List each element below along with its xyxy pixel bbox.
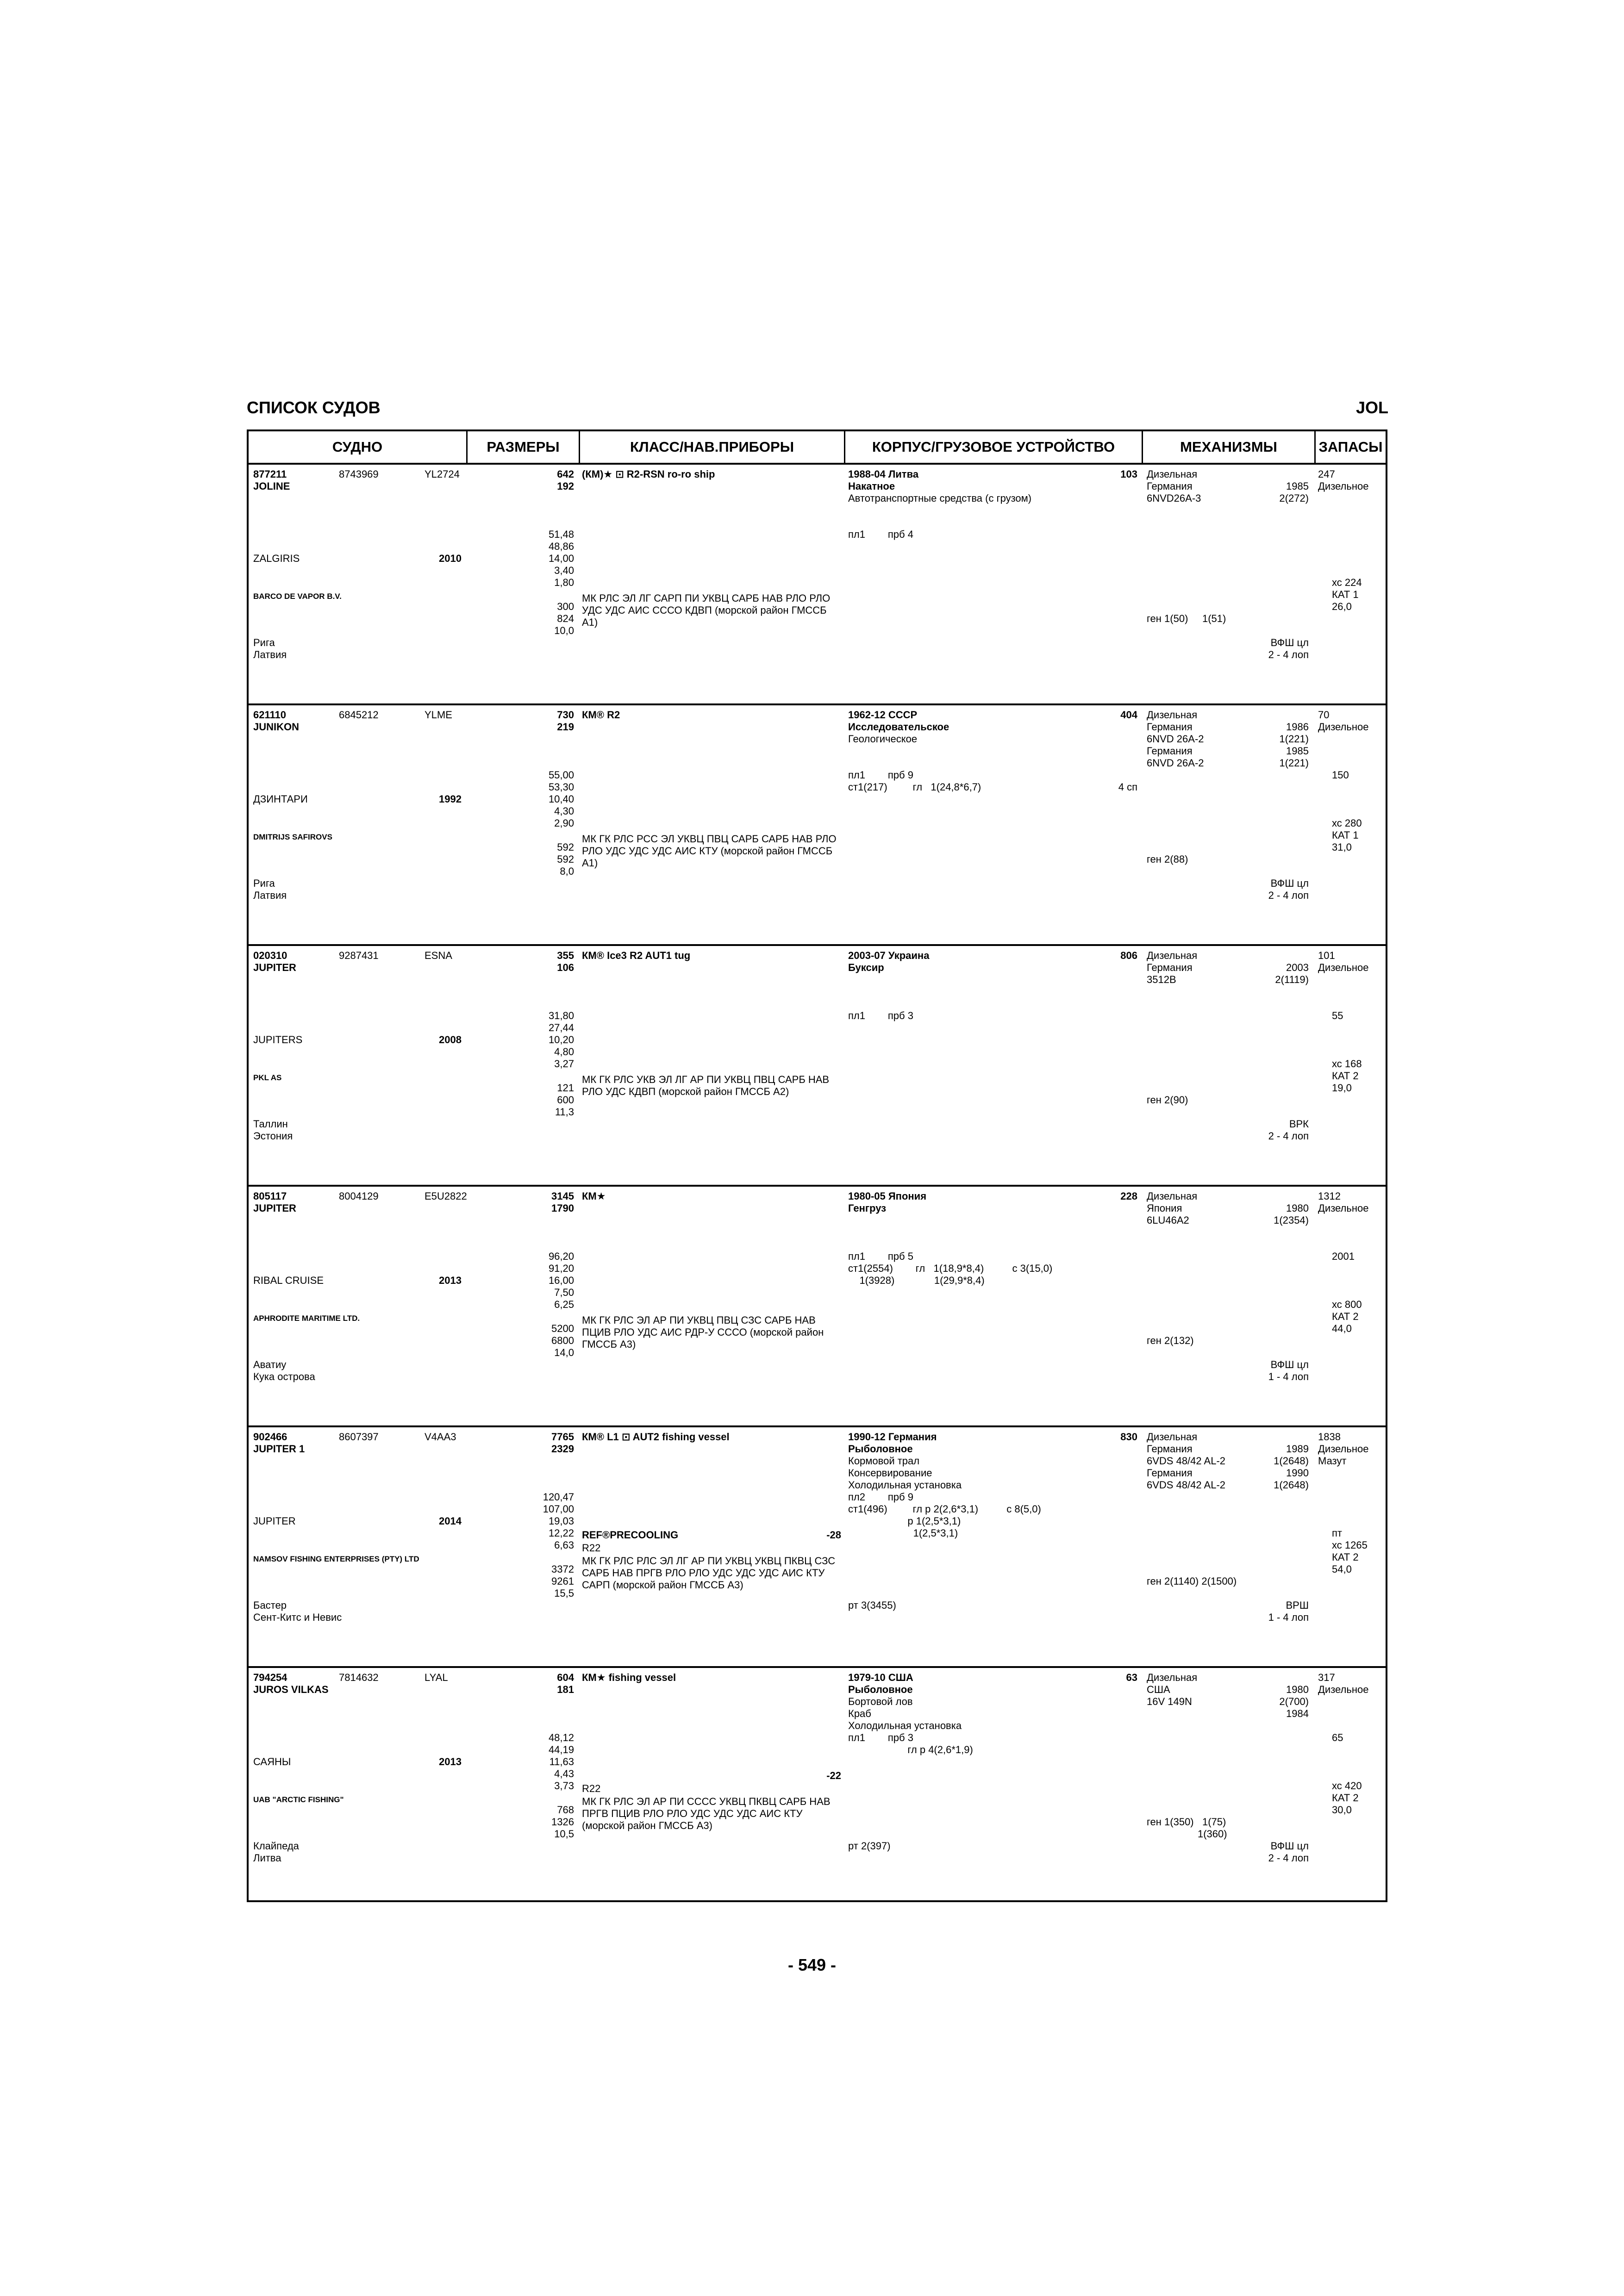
dimension-value: 9261 (551, 1575, 574, 1587)
propeller-type: ВФШ цл (1270, 637, 1309, 648)
hold-info: пл1 прб 3 (848, 1732, 913, 1743)
refrigeration-temp: -22 (826, 1770, 841, 1781)
class-notation: КМ® Ice3 R2 AUT1 tug (582, 950, 691, 961)
hold-info: 1(2,5*3,1) (848, 1527, 958, 1539)
fuel-supply: Дизельное (1318, 1443, 1369, 1455)
supply-extra: 2001 (1332, 1251, 1355, 1262)
engine-detail: 1(2354) (1274, 1214, 1309, 1226)
build-year-country: 1979-10 США (848, 1672, 913, 1683)
engine-detail: 1985 (1286, 480, 1309, 492)
imo-number: 9287431 (339, 950, 379, 961)
navigation-range: R22 (582, 1783, 601, 1794)
engine-detail: 1984 (1286, 1708, 1309, 1719)
col-header-dimensions: РАЗМЕРЫ (487, 439, 560, 455)
hold-info: пл1 прб 9 (848, 769, 913, 781)
imo-number: 7814632 (339, 1672, 379, 1683)
generator-info: 1(360) (1198, 1828, 1227, 1840)
vessel-name: JOLINE (253, 480, 290, 492)
table-header (249, 431, 1386, 465)
imo-number: 8004129 (339, 1190, 379, 1202)
vessel-name: JUNIKON (253, 721, 300, 733)
dimension-value: 2329 (551, 1443, 574, 1455)
engine-detail: 1989 (1286, 1443, 1309, 1455)
dimension-value: 14,00 (548, 553, 574, 564)
hold-info: пл2 прб 9 (848, 1491, 913, 1503)
rename-year: 2014 (439, 1515, 462, 1527)
col-header-class: КЛАСС/НАВ.ПРИБОРЫ (630, 439, 794, 455)
table-row (249, 705, 1386, 946)
engine-info: 6VDS 48/42 AL-2 (1147, 1455, 1226, 1467)
hold-info: пл1 прб 3 (848, 1010, 913, 1021)
engine-detail: 1(221) (1279, 757, 1309, 769)
engine-detail: 1(221) (1279, 733, 1309, 745)
fuel-supply: Мазут (1318, 1455, 1347, 1467)
rename-year: 2013 (439, 1756, 462, 1767)
owner: PKL AS (253, 1073, 282, 1082)
home-port: Рига (253, 877, 275, 889)
supply-range: хс 1265 (1332, 1539, 1368, 1551)
supply-range: КАТ 2 (1332, 1551, 1359, 1563)
imo-number: 6845212 (339, 709, 379, 721)
vessel-name: JUPITER (253, 962, 296, 973)
supply-range: 19,0 (1332, 1082, 1352, 1094)
engine-info: Дизельная (1147, 1431, 1198, 1443)
yard-number: 103 (1120, 468, 1137, 480)
supply-range: хс 800 (1332, 1299, 1362, 1310)
dimension-value: 4,80 (554, 1046, 574, 1058)
dimension-value: 1,80 (554, 577, 574, 588)
nav-instruments: МК ГК РЛС ЭЛ АР ПИ СССС УКВЦ ПКВЦ САРБ НАВ ПРГВ ПЦИВ РЛО РЛО УДС УДС УДС АИС КТУ (морской район ГМССБ А3) (582, 1796, 831, 1831)
build-year-country: 2003-07 Украина (848, 950, 930, 961)
vessel-type: Генгруз (848, 1202, 887, 1214)
dimension-value: 12,22 (548, 1527, 574, 1539)
fuel-supply: 101 (1318, 950, 1335, 961)
hold-info: ст1(496) гл р 2(2,6*3,1) с 8(5,0) (848, 1503, 1041, 1515)
nav-instruments: МК ГК РЛС ЭЛ АР ПИ УКВЦ ПВЦ СЗС САРБ НАВ ПЦИВ РЛО УДС АИС РДР-У СССО (морской район ГМССБ А3) (582, 1314, 824, 1350)
fuel-supply: Дизельное (1318, 1684, 1369, 1695)
engine-info: 6NVD26A-3 (1147, 492, 1201, 504)
build-year-country: 1988-04 Литва (848, 468, 919, 480)
vessel-subtype: Автотранспортные средства (с грузом) (848, 492, 1032, 504)
engine-detail: 2(1119) (1275, 974, 1309, 985)
engine-detail: 2(700) (1279, 1696, 1309, 1707)
vessel-subtype: Холодильная установка (848, 1479, 962, 1491)
dimension-value: 16,00 (548, 1275, 574, 1286)
propeller-blades: 2 - 4 лоп (1268, 1130, 1309, 1142)
engine-detail: 1980 (1286, 1202, 1309, 1214)
refrigeration-temp: -28 (826, 1529, 841, 1541)
engine-info: 6LU46A2 (1147, 1214, 1189, 1226)
col-header-hull: КОРПУС/ГРУЗОВОЕ УСТРОЙСТВО (872, 439, 1115, 455)
fuel-supply: Дизельное (1318, 480, 1369, 492)
dimension-value: 14,0 (554, 1347, 574, 1358)
propeller-blades: 2 - 4 лоп (1268, 890, 1309, 901)
engine-info: США (1147, 1684, 1170, 1695)
supply-range: КАТ 1 (1332, 829, 1359, 841)
dimension-value: 642 (557, 468, 574, 480)
hold-info: пл1 прб 4 (848, 529, 913, 540)
propeller-blades: 2 - 4 лоп (1268, 1852, 1309, 1864)
engine-info: Дизельная (1147, 468, 1198, 480)
dimension-value: 4,30 (554, 805, 574, 817)
call-sign: V4AA3 (425, 1431, 456, 1443)
table-row (249, 946, 1386, 1187)
table-row (249, 1668, 1386, 1909)
dimension-value: 592 (557, 853, 574, 865)
dimension-value: 11,63 (549, 1756, 574, 1767)
vessel-subtype: Кормовой трал (848, 1455, 920, 1467)
class-notation: (КМ)★ ⊡ R2-RSN ro-ro ship (582, 468, 715, 480)
generator-info: ген 1(350) 1(75) (1147, 1816, 1226, 1828)
navigation-range: R22 (582, 1542, 601, 1554)
dimension-value: 4,43 (554, 1768, 574, 1780)
reg-number: 805117 (253, 1190, 287, 1202)
page-number: - 549 - (787, 1955, 837, 1974)
engine-detail: 2(272) (1279, 492, 1309, 504)
call-sign: E5U2822 (425, 1190, 467, 1202)
vessel-subtype: Холодильная установка (848, 1720, 962, 1731)
propeller-type: ВФШ цл (1270, 1359, 1309, 1370)
owner: DMITRIJS SAFIROVS (253, 833, 332, 841)
class-notation: КМ★ fishing vessel (582, 1672, 676, 1683)
hold-info: ст1(2554) гл 1(18,9*8,4) с 3(15,0) (848, 1263, 1053, 1274)
dimension-value: 1326 (551, 1816, 574, 1828)
yard-number: 404 (1120, 709, 1137, 721)
generator-info: ген 1(50) 1(51) (1147, 613, 1226, 624)
yard-number: 63 (1126, 1672, 1137, 1683)
dimension-value: 48,12 (548, 1732, 574, 1743)
flag-country: Литва (253, 1852, 281, 1864)
table-row (249, 1187, 1386, 1427)
generator-info: ген 2(88) (1147, 853, 1188, 865)
dimension-value: 53,30 (548, 781, 574, 793)
vessel-type: Накатное (848, 480, 895, 492)
dimension-value: 91,20 (548, 1263, 574, 1274)
dimension-value: 11,3 (555, 1106, 574, 1118)
fuel-supply: 247 (1318, 468, 1335, 480)
dimension-value: 3372 (551, 1563, 574, 1575)
col-header-machinery: МЕХАНИЗМЫ (1180, 439, 1277, 455)
home-port: Бастер (253, 1599, 287, 1611)
propeller-type: ВРШ (1286, 1599, 1309, 1611)
nav-instruments: МК ГК РЛС РЛС ЭЛ ЛГ АР ПИ УКВЦ УКВЦ ПКВЦ СЗС САРБ НАВ ПРГВ РЛО РЛО УДС УДС УДС АИС КТУ САРП (морской район ГМССБ А3) (582, 1555, 836, 1591)
supply-range: хс 168 (1332, 1058, 1362, 1070)
dimension-value: 2,90 (554, 817, 574, 829)
dimension-value: 19,03 (548, 1515, 574, 1527)
fuel-supply: Дизельное (1318, 721, 1369, 733)
engine-info: Дизельная (1147, 1672, 1198, 1683)
home-port: Клайпеда (253, 1840, 299, 1852)
engine-detail: 1985 (1286, 745, 1309, 757)
reg-number: 621110 (253, 709, 286, 721)
vessel-type: Исследовательское (848, 721, 949, 733)
dimension-value: 51,48 (548, 529, 574, 540)
owner: NAMSOV FISHING ENTERPRISES (PTY) LTD (253, 1555, 419, 1563)
hold-info: 1(3928) 1(29,9*8,4) (848, 1275, 985, 1286)
vessel-name: JUROS VILKAS (253, 1684, 329, 1695)
previous-name: САЯНЫ (253, 1756, 291, 1767)
fuel-supply: Дизельное (1318, 1202, 1369, 1214)
class-notation: КМ★ (582, 1190, 606, 1202)
imo-number: 8743969 (339, 468, 379, 480)
reg-number: 020310 (253, 950, 287, 961)
dimension-value: 824 (557, 613, 574, 624)
rename-year: 2010 (439, 553, 462, 564)
page-title: СПИСОК СУДОВ (247, 398, 381, 417)
supply-extra: 65 (1332, 1732, 1343, 1743)
dimension-value: 3,73 (554, 1780, 574, 1792)
reg-number: 877211 (253, 468, 287, 480)
dimension-value: 10,5 (554, 1828, 574, 1840)
vessel-name: JUPITER (253, 1202, 296, 1214)
build-year-country: 1980-05 Япония (848, 1190, 927, 1202)
crane-info: 4 сп (1118, 781, 1137, 793)
owner: APHRODITE MARITIME LTD. (253, 1314, 360, 1323)
engine-detail: 1990 (1286, 1467, 1309, 1479)
propeller-type: ВФШ цл (1270, 877, 1309, 889)
fuel-supply: 1838 (1318, 1431, 1341, 1443)
aux-equipment: рт 3(3455) (848, 1599, 896, 1611)
call-sign: YL2724 (425, 468, 460, 480)
previous-name: JUPITERS (253, 1034, 303, 1045)
dimension-value: 3145 (551, 1190, 574, 1202)
supply-extra: пт (1332, 1527, 1342, 1539)
engine-info: Дизельная (1147, 1190, 1198, 1202)
flag-country: Эстония (253, 1130, 293, 1142)
supply-range: 31,0 (1332, 841, 1352, 853)
flag-country: Латвия (253, 649, 287, 660)
supply-range: КАТ 1 (1332, 589, 1359, 600)
build-year-country: 1990-12 Германия (848, 1431, 937, 1443)
vessel-type: Буксир (848, 962, 884, 973)
hold-info: р 1(2,5*3,1) (848, 1515, 961, 1527)
generator-info: ген 2(90) (1147, 1094, 1188, 1106)
dimension-value: 7765 (551, 1431, 574, 1443)
owner: UAB "ARCTIC FISHING" (253, 1795, 344, 1804)
propeller-blades: 1 - 4 лоп (1268, 1612, 1309, 1623)
hold-info: гл р 4(2,6*1,9) (848, 1744, 973, 1755)
dimension-value: 96,20 (548, 1251, 574, 1262)
supply-range: КАТ 2 (1332, 1792, 1359, 1804)
dimension-value: 120,47 (543, 1491, 574, 1503)
call-sign: YLME (425, 709, 452, 721)
aux-equipment: рт 2(397) (848, 1840, 891, 1852)
dimension-value: 31,80 (548, 1010, 574, 1021)
engine-info: Германия (1147, 1443, 1193, 1455)
vessel-name: JUPITER 1 (253, 1443, 305, 1455)
propeller-blades: 1 - 4 лоп (1268, 1371, 1309, 1382)
flag-country: Кука острова (253, 1371, 315, 1382)
vessel-subtype: Геологическое (848, 733, 918, 745)
yard-number: 806 (1120, 950, 1137, 961)
supply-range: хс 280 (1332, 817, 1362, 829)
dimension-value: 10,20 (548, 1034, 574, 1045)
engine-detail: 1986 (1286, 721, 1309, 733)
supply-range: хс 224 (1332, 577, 1362, 588)
dimension-value: 181 (557, 1684, 574, 1695)
flag-country: Латвия (253, 890, 287, 901)
generator-info: ген 2(1140) 2(1500) (1147, 1575, 1237, 1587)
engine-info: Дизельная (1147, 709, 1198, 721)
dimension-value: 106 (557, 962, 574, 973)
supply-range: хс 420 (1332, 1780, 1362, 1792)
engine-info: Германия (1147, 480, 1193, 492)
supply-range: 54,0 (1332, 1563, 1352, 1575)
fuel-supply: 70 (1318, 709, 1330, 721)
rename-year: 2008 (439, 1034, 462, 1045)
previous-name: RIBAL CRUISE (253, 1275, 324, 1286)
yard-number: 830 (1120, 1431, 1137, 1443)
hold-info: ст1(217) гл 1(24,8*6,7) (848, 781, 981, 793)
supply-extra: 150 (1332, 769, 1349, 781)
col-header-supplies: ЗАПАСЫ (1318, 439, 1383, 455)
dimension-value: 300 (557, 601, 574, 612)
table-row (249, 1427, 1386, 1668)
dimension-value: 768 (557, 1804, 574, 1816)
supply-range: КАТ 2 (1332, 1311, 1359, 1322)
previous-name: ДЗИНТАРИ (253, 793, 308, 805)
col-header-vessel: СУДНО (332, 439, 383, 455)
fuel-supply: Дизельное (1318, 962, 1369, 973)
call-sign: LYAL (425, 1672, 448, 1683)
vessel-subtype: Краб (848, 1708, 871, 1719)
nav-instruments: МК ГК РЛС РСС ЭЛ УКВЦ ПВЦ САРБ САРБ НАВ РЛО РЛО УДС УДС УДС АИС КТУ (морской район ГМССБ А1) (582, 833, 837, 869)
propeller-type: ВРК (1289, 1118, 1309, 1130)
dimension-value: 15,5 (554, 1587, 574, 1599)
nav-instruments: МК ГК РЛС УКВ ЭЛ ЛГ АР ПИ УКВЦ ПВЦ САРБ НАВ РЛО УДС КДВП (морской район ГМССБ А2) (582, 1074, 830, 1097)
refrigeration-class: REF®PRECOOLING (582, 1529, 679, 1541)
home-port: Рига (253, 637, 275, 648)
dimension-value: 355 (557, 950, 574, 961)
engine-info: Япония (1147, 1202, 1182, 1214)
engine-info: Германия (1147, 745, 1193, 757)
engine-detail: 1(2648) (1274, 1455, 1309, 1467)
engine-info: Дизельная (1147, 950, 1198, 961)
call-sign: ESNA (425, 950, 452, 961)
ship-table (247, 429, 1387, 1902)
fuel-supply: 317 (1318, 1672, 1335, 1683)
dimension-value: 604 (557, 1672, 574, 1683)
dimension-value: 192 (557, 480, 574, 492)
propeller-type: ВФШ цл (1270, 1840, 1309, 1852)
engine-info: 6VDS 48/42 AL-2 (1147, 1479, 1226, 1491)
rename-year: 2013 (439, 1275, 462, 1286)
page-code: JOL (1355, 398, 1388, 417)
vessel-subtype: Бортовой лов (848, 1696, 913, 1707)
fuel-supply: 1312 (1318, 1190, 1341, 1202)
engine-info: 3512B (1147, 974, 1176, 985)
previous-name: JUPITER (253, 1515, 296, 1527)
supply-range: 26,0 (1332, 601, 1352, 612)
supply-range: КАТ 2 (1332, 1070, 1359, 1082)
imo-number: 8607397 (339, 1431, 379, 1443)
dimension-value: 5200 (551, 1323, 574, 1334)
dimension-value: 10,0 (554, 625, 574, 636)
vessel-subtype: Консервирование (848, 1467, 932, 1479)
vessel-type: Рыболовное (848, 1443, 913, 1455)
dimension-value: 27,44 (548, 1022, 574, 1033)
engine-info: 6NVD 26A-2 (1147, 757, 1204, 769)
vessel-type: Рыболовное (848, 1684, 913, 1695)
dimension-value: 48,86 (548, 541, 574, 552)
dimension-value: 107,00 (543, 1503, 574, 1515)
reg-number: 902466 (253, 1431, 287, 1443)
dimension-value: 7,50 (554, 1287, 574, 1298)
engine-info: Германия (1147, 1467, 1193, 1479)
dimension-value: 592 (557, 841, 574, 853)
rename-year: 1992 (439, 793, 462, 805)
hold-info: пл1 прб 5 (848, 1251, 913, 1262)
class-notation: КМ® R2 (582, 709, 620, 721)
dimension-value: 600 (557, 1094, 574, 1106)
nav-instruments: МК РЛС ЭЛ ЛГ САРП ПИ УКВЦ САРБ НАВ РЛО РЛО УДС УДС АИС СССО КДВП (морской район ГМССБ А1) (582, 592, 831, 628)
engine-info: 6NVD 26A-2 (1147, 733, 1204, 745)
dimension-value: 3,40 (554, 565, 574, 576)
propeller-blades: 2 - 4 лоп (1268, 649, 1309, 660)
flag-country: Сент-Китс и Невис (253, 1612, 342, 1623)
engine-info: Германия (1147, 721, 1193, 733)
dimension-value: 44,19 (548, 1744, 574, 1755)
table-row (249, 465, 1386, 705)
dimension-value: 730 (557, 709, 574, 721)
supply-range: 30,0 (1332, 1804, 1352, 1816)
engine-info: 16V 149N (1147, 1696, 1192, 1707)
home-port: Аватиу (253, 1359, 287, 1370)
dimension-value: 8,0 (560, 865, 574, 877)
generator-info: ген 2(132) (1147, 1335, 1194, 1346)
supply-range: 44,0 (1332, 1323, 1352, 1334)
dimension-value: 121 (557, 1082, 574, 1094)
yard-number: 228 (1120, 1190, 1137, 1202)
dimension-value: 6,63 (554, 1539, 574, 1551)
engine-detail: 2003 (1286, 962, 1309, 973)
engine-detail: 1(2648) (1274, 1479, 1309, 1491)
dimension-value: 3,27 (554, 1058, 574, 1070)
engine-detail: 1980 (1286, 1684, 1309, 1695)
owner: BARCO DE VAPOR B.V. (253, 592, 342, 601)
build-year-country: 1962-12 СССР (848, 709, 918, 721)
dimension-value: 10,40 (548, 793, 574, 805)
class-notation: КМ® L1 ⊡ AUT2 fishing vessel (582, 1431, 730, 1443)
supply-extra: 55 (1332, 1010, 1343, 1021)
dimension-value: 219 (557, 721, 574, 733)
dimension-value: 6800 (551, 1335, 574, 1346)
reg-number: 794254 (253, 1672, 287, 1683)
previous-name: ZALGIRIS (253, 553, 300, 564)
home-port: Таллин (253, 1118, 288, 1130)
dimension-value: 1790 (551, 1202, 574, 1214)
engine-info: Германия (1147, 962, 1193, 973)
dimension-value: 55,00 (548, 769, 574, 781)
dimension-value: 6,25 (554, 1299, 574, 1310)
